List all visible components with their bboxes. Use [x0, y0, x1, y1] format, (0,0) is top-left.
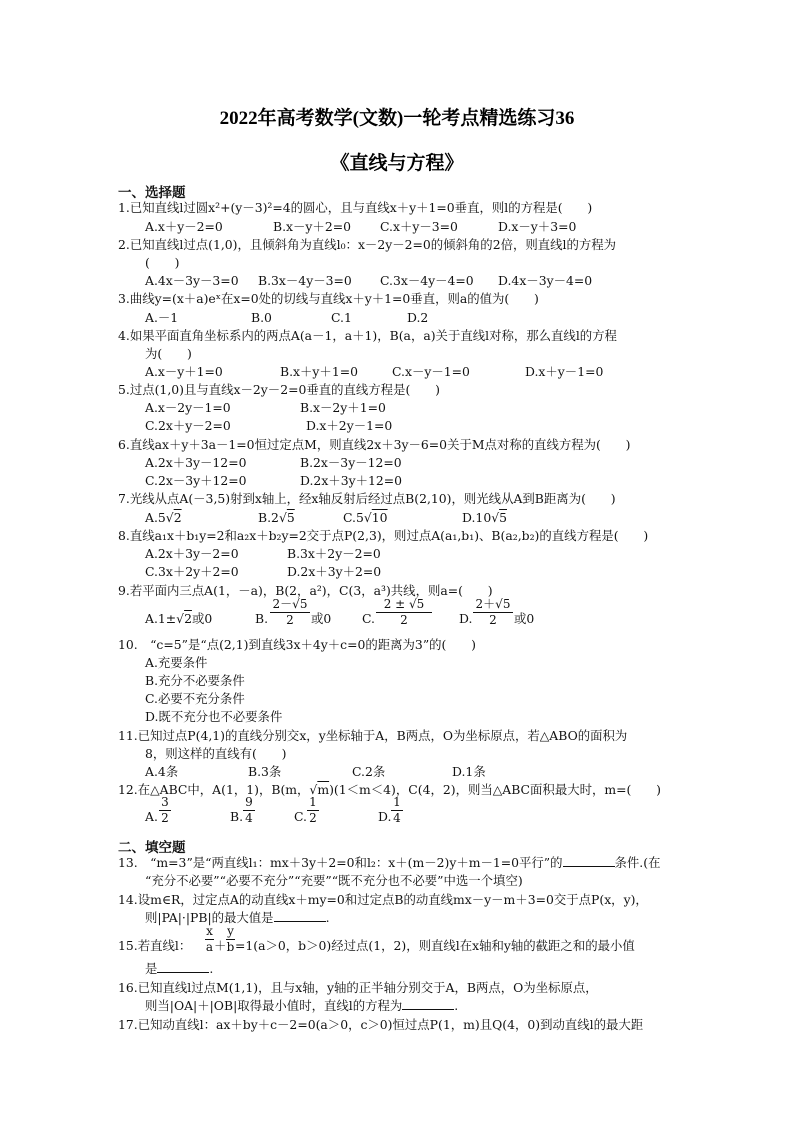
q15-fraction-x-over-a: x a — [205, 924, 214, 954]
q11-option-d: D.1条 — [452, 764, 486, 779]
q8-option-b: B.3x＋2y－2=0 — [287, 546, 381, 561]
q15-plus: ＋ — [214, 938, 227, 953]
question-14-line2: 则|PA|·|PB|的最大值是 . — [145, 910, 330, 925]
q11-option-b: B.3条 — [248, 764, 282, 779]
q7-option-d: D.10√5 — [462, 510, 507, 525]
q2-option-b: B.3x－4y－3=0 — [258, 273, 352, 288]
question-13-line2: “充分不必要”“必要不充分”“充要”“既不充分也不必要”中选一个填空) — [145, 873, 523, 888]
q10-option-d: D.既不充分也不必要条件 — [145, 709, 283, 724]
q12-option-a-label: A. — [145, 809, 158, 824]
section-heading-fill: 二、填空题 — [118, 840, 186, 856]
q1-option-c: C.x＋y－3=0 — [380, 219, 458, 234]
q4-option-b: B.x＋y＋1=0 — [280, 364, 358, 379]
question-1-stem: 1.已知直线l过圆x²+(y－3)²=4的圆心，且与直线x＋y＋1=0垂直，则l的方程是( ) — [118, 200, 593, 215]
q7-option-a: A.5√2 — [145, 510, 182, 525]
q3-option-b: B.0 — [251, 310, 272, 325]
q12-option-b-label: B. — [230, 809, 244, 824]
question-2-stem: 2.已知直线l过点(1,0)，且倾斜角为直线l₀：x－2y－2=0的倾斜角的2倍，则直线l的方程为 — [118, 237, 617, 252]
q2-option-a: A.4x－3y－3=0 — [145, 273, 239, 288]
q7-option-c: C.5√10 — [343, 510, 388, 525]
q9-option-b-suffix: 或0 — [311, 611, 332, 626]
question-15-post: =1(a＞0，b＞0)经过点(1，2)，则直线l在x轴和y轴的截距之和的最小值 — [235, 938, 635, 953]
q10-option-b: B.充分不必要条件 — [145, 673, 245, 688]
q9-option-c-label: C. — [362, 611, 375, 626]
q4-option-d: D.x＋y－1=0 — [525, 364, 604, 379]
q9-option-a: A.1±√2或0 — [145, 611, 213, 626]
q12-option-c-fraction: 1 2 — [307, 796, 319, 825]
q3-option-d: D.2 — [407, 310, 429, 325]
q9-option-b-fraction: 2－√5 2 — [270, 598, 310, 627]
q8-option-c: C.3x＋2y＋2=0 — [145, 564, 239, 579]
section-heading-choice: 一、选择题 — [118, 185, 186, 201]
question-14-line1: 14.设m∈R，过定点A的动直线x＋my=0和过定点B的动直线mx－y－m＋3=0交于点P(x，y)， — [118, 892, 648, 907]
q11-option-a: A.4条 — [145, 764, 179, 779]
q4-option-a: A.x－y＋1=0 — [145, 364, 223, 379]
question-4-stem: 4.如果平面直角坐标系内的两点A(a－1，a＋1)，B(a，a)关于直线l对称，那么直线l的方程 — [118, 328, 617, 343]
q5-option-c: C.2x＋y－2=0 — [145, 418, 231, 433]
question-7-stem: 7.光线从点A(－3,5)射到x轴上，经x轴反射后经过点B(2,10)，则光线从A到B距离为( ) — [118, 491, 616, 506]
question-11-stem-cont: 8，则这样的直线有( ) — [145, 746, 287, 761]
q6-option-a: A.2x＋3y－12=0 — [145, 455, 247, 470]
q12-option-a-fraction: 3 2 — [159, 796, 171, 825]
q3-option-c: C.1 — [331, 310, 352, 325]
question-11-stem: 11.已知过点P(4,1)的直线分别交x，y坐标轴于A，B两点，O为坐标原点，若△ABO的面积为 — [118, 728, 628, 743]
q9-option-d-suffix: 或0 — [514, 611, 535, 626]
q6-option-c: C.2x－3y＋12=0 — [145, 473, 247, 488]
q1-option-a: A.x＋y－2=0 — [145, 219, 223, 234]
q10-option-a: A.充要条件 — [145, 655, 208, 670]
q16-answer-blank[interactable] — [402, 998, 454, 1010]
q14-answer-blank[interactable] — [274, 910, 326, 922]
question-15-line2: 是 . — [145, 961, 214, 976]
question-17-line1: 17.已知动直线l：ax＋by＋c－2=0(a＞0，c＞0)恒过点P(1，m)且Q(4，0)到动直线l的最大距 — [118, 1017, 644, 1032]
question-2-stem-cont: ( ) — [145, 255, 180, 270]
question-3-stem: 3.曲线y=(x＋a)eˣ在x=0处的切线与直线x＋y＋1=0垂直，则a的值为( ) — [118, 291, 539, 306]
q12-option-c-label: C. — [294, 809, 307, 824]
q5-option-a: A.x－2y－1=0 — [145, 400, 231, 415]
q2-option-d: D.4x－3y－4=0 — [498, 273, 593, 288]
question-4-stem-cont: 为( ) — [145, 346, 192, 361]
q12-option-b-fraction: 9 4 — [243, 796, 255, 825]
q13-answer-blank[interactable] — [563, 855, 615, 867]
question-16-line2: 则当|OA|＋|OB|取得最小值时，直线l的方程为 . — [145, 998, 459, 1013]
question-8-stem: 8.直线a₁x＋b₁y=2和a₂x＋b₂y=2交于点P(2,3)，则过点A(a₁,b₁)、B(a₂,b₂)的直线方程是( ) — [118, 528, 649, 543]
q12-option-d-label: D. — [378, 809, 392, 824]
question-9-stem: 9.若平面内三点A(1，－a)，B(2，a²)，C(3，a³)共线，则a=( ) — [118, 583, 493, 598]
q15-fraction-y-over-b: y b — [226, 924, 235, 954]
q1-option-d: D.x－y＋3=0 — [498, 219, 577, 234]
q1-option-b: B.x－y＋2=0 — [273, 219, 351, 234]
q4-option-c: C.x－y－1=0 — [392, 364, 470, 379]
q9-option-d-fraction: 2＋√5 2 — [473, 598, 513, 627]
q5-option-b: B.x－2y＋1=0 — [300, 400, 386, 415]
q3-option-a: A.－1 — [145, 310, 179, 325]
question-12-stem: 12.在△ABC中，A(1，1)，B(m，√m)(1＜m＜4)，C(4，2)，则当△ABC面积最大时，m=( ) — [118, 782, 661, 797]
q9-option-c-fraction: 2 ± √5 2 — [376, 598, 432, 627]
q9-option-d-label: D. — [459, 611, 473, 626]
q6-option-b: B.2x－3y－12=0 — [300, 455, 402, 470]
q8-option-a: A.2x＋3y－2=0 — [145, 546, 239, 561]
q8-option-d: D.2x＋3y＋2=0 — [287, 564, 382, 579]
question-15-pre: 15.若直线l： — [118, 938, 192, 953]
q11-option-c: C.2条 — [352, 764, 386, 779]
document-title: 2022年高考数学(文数)一轮考点精选练习36 — [219, 108, 575, 129]
q15-answer-blank[interactable] — [157, 961, 209, 973]
q6-option-d: D.2x＋3y＋12=0 — [300, 473, 402, 488]
q10-option-c: C.必要不充分条件 — [145, 691, 245, 706]
q12-option-d-fraction: 1 4 — [391, 796, 403, 825]
q7-option-b: B.2√5 — [258, 510, 295, 525]
question-16-line1: 16.已知直线l过点M(1,1)，且与x轴，y轴的正半轴分别交于A，B两点，O为坐标原点， — [118, 980, 598, 995]
question-13-line1: 13. “m=3”是“两直线l₁：mx＋3y＋2=0和l₂：x＋(m－2)y＋m－1=0平行”的 条件.(在 — [118, 855, 661, 870]
q5-option-d: D.x＋2y－1=0 — [306, 418, 393, 433]
q2-option-c: C.3x－4y－4=0 — [380, 273, 474, 288]
question-6-stem: 6.直线ax＋y＋3a－1=0恒过定点M，则直线2x＋3y－6=0关于M点对称的直线方程为( ) — [118, 437, 631, 452]
question-10-stem: 10. “c=5”是“点(2,1)到直线3x＋4y＋c=0的距离为3”的( ) — [118, 637, 476, 652]
q9-option-b-label: B. — [255, 611, 269, 626]
question-5-stem: 5.过点(1,0)且与直线x－2y－2=0垂直的直线方程是( ) — [118, 382, 440, 397]
document-subtitle: 《直线与方程》 — [330, 153, 464, 174]
